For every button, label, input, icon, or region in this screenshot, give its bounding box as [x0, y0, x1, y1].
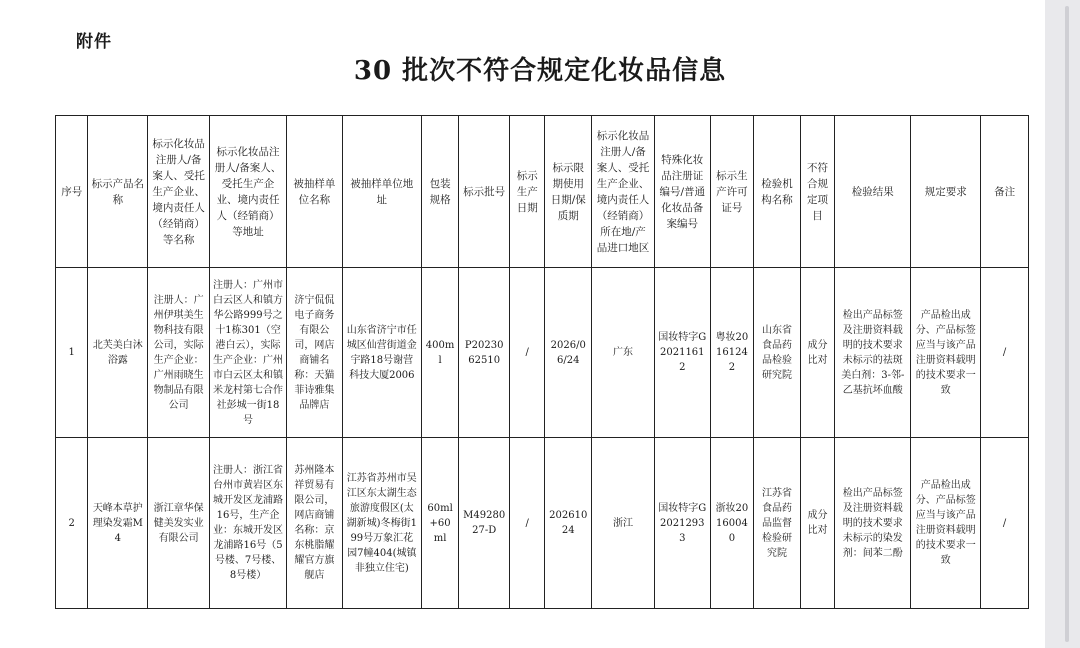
- table-cell: 成分比对: [800, 268, 834, 438]
- table-cell: 2026/06/24: [545, 268, 592, 438]
- table-cell: 苏州隆本祥贸易有限公司，网店商铺名称：京东桃脂耀耀官方旗舰店: [287, 438, 343, 609]
- column-header: 标示化妆品注册人/备案人、受托生产企业、境内责任人（经销商）等地址: [210, 116, 287, 268]
- table-cell: 浙江: [592, 438, 655, 609]
- column-header: 标示限期使用日期/保质期: [545, 116, 592, 268]
- column-header: 包装规格: [421, 116, 459, 268]
- column-header: 检验机构名称: [754, 116, 801, 268]
- table-cell: 注册人：广州伊琪美生物科技有限公司，实际生产企业：广州雨晓生物制品有限公司: [148, 268, 210, 438]
- table-cell: 山东省济宁市任城区仙营街道金宇路18号谢营科技大厦2006: [342, 268, 421, 438]
- table-row: [56, 438, 1029, 609]
- table-cell: 粤妆20161242: [710, 268, 754, 438]
- table-cell: 天峰本草护理染发霜M4: [88, 438, 148, 609]
- table-cell: 20261024: [545, 438, 592, 609]
- column-header: 被抽样单位地址: [342, 116, 421, 268]
- table-cell: 60ml+60ml: [421, 438, 459, 609]
- column-header: 标示产品名称: [88, 116, 148, 268]
- table-cell: 成分比对: [800, 438, 834, 609]
- column-header: 检验结果: [835, 116, 911, 268]
- table-cell: 注册人：浙江省台州市黄岩区东城开发区龙浦路16号，生产企业：东城开发区龙浦路16号（5号楼、7号楼、8号楼）: [210, 438, 287, 609]
- table-cell: 注册人：广州市白云区人和镇方华公路999号之十1栋301（空港白云），实际生产企业：广州市白云区太和镇米龙村第七合作社彭城一街18号: [210, 268, 287, 438]
- column-header: 标示生产日期: [510, 116, 545, 268]
- table-cell: 济宁侃侃电子商务有限公司，网店商铺名称：天猫菲诗雅集品牌店: [287, 268, 343, 438]
- table-cell: 检出产品标签及注册资料载明的技术要求未标示的染发剂：间苯二酚: [835, 438, 911, 609]
- table-cell: P2023062510: [459, 268, 510, 438]
- table-cell: /: [981, 438, 1029, 609]
- nonconforming-cosmetics-table: [55, 115, 1029, 609]
- column-header: 序号: [56, 116, 88, 268]
- table-cell: 山东省食品药品检验研究院: [754, 268, 801, 438]
- annex-label: 附件: [76, 32, 112, 52]
- table-cell: 国妆特字G20211612: [654, 268, 710, 438]
- column-header: 不符合规定项目: [800, 116, 834, 268]
- table-header-row: [56, 116, 1029, 268]
- page-title: 30 批次不符合规定化妆品信息: [353, 56, 727, 86]
- column-header: 规定要求: [911, 116, 981, 268]
- column-header: 标示化妆品注册人/备案人、受托生产企业、境内责任人（经销商）所在地/产品进口地区: [592, 116, 655, 268]
- table-cell: 江苏省食品药品监督检验研究院: [754, 438, 801, 609]
- table-cell: 400ml: [421, 268, 459, 438]
- table-cell: 广东: [592, 268, 655, 438]
- table-cell: /: [510, 268, 545, 438]
- column-header: 备注: [981, 116, 1029, 268]
- table-cell: 浙妆20160040: [710, 438, 754, 609]
- column-header: 标示生产许可证号: [710, 116, 754, 268]
- column-header: 标示批号: [459, 116, 510, 268]
- table-cell: 江苏省苏州市吴江区东太湖生态旅游度假区(太湖新城)冬梅街199号万象汇花园7幢404(城镇非独立住宅): [342, 438, 421, 609]
- table-cell: 产品检出成分、产品标签应当与该产品注册资料载明的技术要求一致: [911, 438, 981, 609]
- table-cell: 2: [56, 438, 88, 609]
- table-cell: /: [981, 268, 1029, 438]
- column-header: 特殊化妆品注册证编号/普通化妆品备案编号: [654, 116, 710, 268]
- table-cell: 检出产品标签及注册资料载明的技术要求未标示的祛斑美白剂：3-邻-乙基抗坏血酸: [835, 268, 911, 438]
- table-cell: 浙江章华保健美发实业有限公司: [148, 438, 210, 609]
- table-cell: 产品检出成分、产品标签应当与该产品注册资料载明的技术要求一致: [911, 268, 981, 438]
- table-cell: 国妆特字G20212933: [654, 438, 710, 609]
- column-header: 被抽样单位名称: [287, 116, 343, 268]
- table-row: [56, 268, 1029, 438]
- column-header: 标示化妆品注册人/备案人、受托生产企业、境内责任人（经销商）等名称: [148, 116, 210, 268]
- table-cell: /: [510, 438, 545, 609]
- table-cell: M4928027-D: [459, 438, 510, 609]
- vertical-scrollbar[interactable]: [1065, 6, 1069, 642]
- table-cell: 1: [56, 268, 88, 438]
- table-cell: 北芙美白沐浴露: [88, 268, 148, 438]
